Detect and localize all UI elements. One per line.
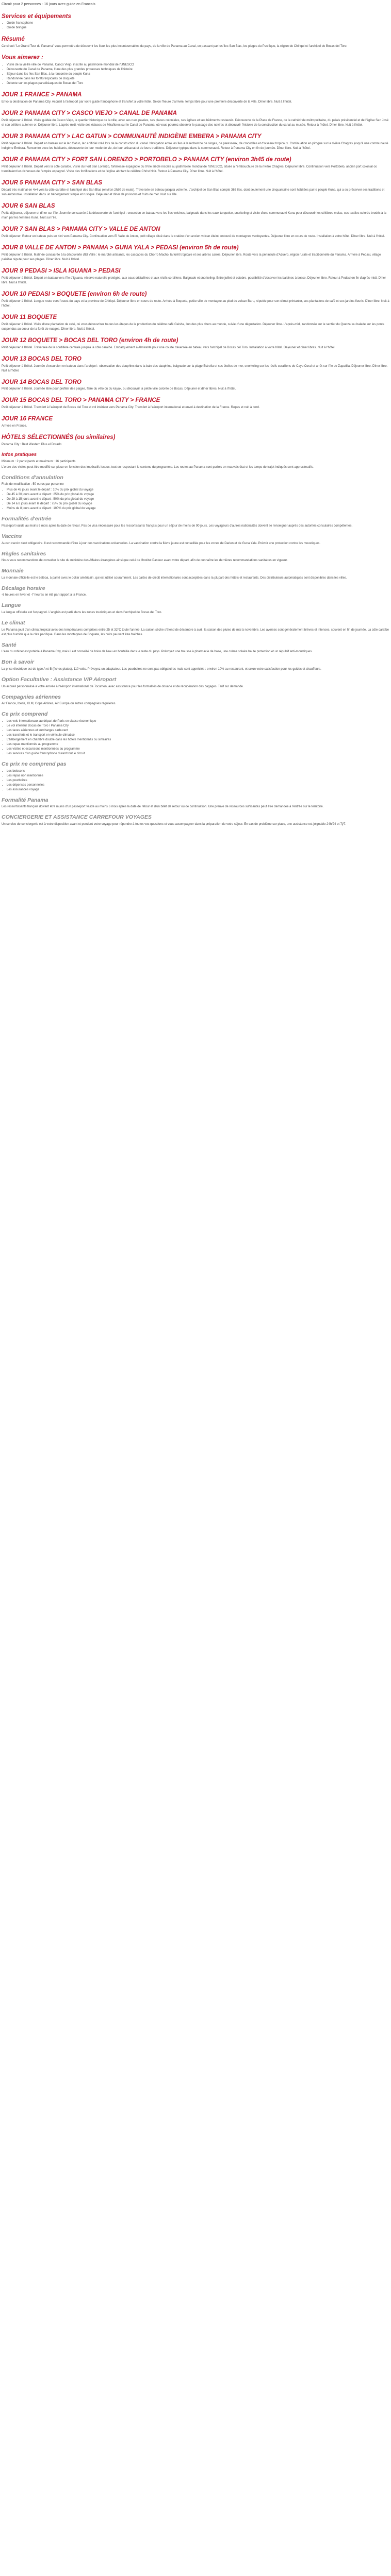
- list-item: • Les vols internationaux au départ de Paris en classe économique: [7, 719, 389, 724]
- list-item: • Les visites et excursions mentionnées au programme: [7, 747, 389, 752]
- info-heading: Ce prix ne comprend pas: [2, 760, 67, 767]
- list-item: • Plus de 45 jours avant le départ : 10% du prix global du voyage: [7, 488, 389, 493]
- list-item: • Guide francophone: [7, 21, 389, 26]
- list-item: • De 29 à 15 jours avant le départ : 50% du prix global du voyage: [7, 497, 389, 502]
- bullet-list: [7, 488, 389, 511]
- bullet-list: [7, 21, 389, 30]
- list-item: • De 14 à 8 jours avant le départ : 75% du prix global du voyage: [7, 502, 389, 506]
- section-heading: JOUR 6 SAN BLAS: [2, 203, 55, 209]
- list-item: • Visite de la vieille ville de Panama, Casco Viejo, inscrite au patrimoine mondial de l'UNESCO: [7, 63, 389, 67]
- paragraph: Air France, Iberia, KLM, Copa Airlines, Air Europa ou autres compagnies régulières.: [2, 702, 117, 706]
- paragraph: Petit déjeuner à l'hôtel. Longue route vers l'ouest du pays et la province de Chiriqui. Déjeuner libre en cours de route. Arrivée à Boquete, petite ville de montagne au pied du volcan Baru, réputée pour son climat printanier, ses plantations de café et ses jardins fleuris. Dîner libre. Nuit à l'hôtel.: [2, 299, 389, 308]
- paragraph: Petits déjeuner, déjeuner et dîner sur l'île. Journée consacrée à la découverte de l'archipel : excursion en bateau vers les îles voisines, baignade dans les eaux turquoise, snorkeling et visite d'une communauté Kuna pour découvrir les célèbres molas, ces textiles colorés brodés à la main par les femmes Kuna. Nuit sur l'île.: [2, 211, 386, 219]
- section-heading: JOUR 8 VALLE DE ANTON > PANAMA > GUNA YALA > PEDASI (environ 5h de route): [2, 244, 239, 251]
- list-item: • Le vol intérieur Bocas del Toro / Panama City: [7, 724, 389, 728]
- bullet-list: [7, 719, 389, 756]
- list-item: • Les assurances voyage: [7, 788, 389, 792]
- info-heading: Décalage horaire: [2, 585, 45, 591]
- paragraph: Frais de modification : 50 euros par personne: [2, 483, 64, 486]
- bullet-list: [7, 769, 389, 792]
- list-item: • Les pourboires: [7, 778, 389, 783]
- paragraph: L'ordre des visites peut être modifié sur place en fonction des impératifs locaux, tout en respectant le contenu du programme. Les routes au Panama sont parfois en mauvais état et les temps de trajet indiqués sont approximatifs.: [2, 465, 314, 469]
- list-item: • Randonnée dans les forêts tropicales de Boquete: [7, 77, 389, 81]
- paragraph: Un accueil personnalisé à votre arrivée à l'aéroport international de Tocumen, avec assistance pour les formalités de douane et de récupération des bagages. Tarif sur demande.: [2, 685, 244, 688]
- paragraph: La monnaie officielle est le balboa, à parité avec le dollar américain, qui est utilisé couramment. Les cartes de crédit internationales sont acceptées dans la plupart des hôtels et restaurants. Des distributeurs automatiques sont disponibles dans les villes.: [2, 576, 347, 580]
- paragraph: Départ très matinal en 4x4 vers la côte caraïbe et l'archipel des San Blas (environ 2h30 de route). Traversée en bateau jusqu'à votre île. L'archipel de San Blas compte 365 îles, dont seulement une cinquantaine sont habitées par le peuple Kuna, qui a su préserver ses traditions et son autonomie. Installation dans un hébergement simple et rustique. Déjeuner et dîner de poissons et fruits de mer. Nuit sur l'île.: [2, 189, 385, 196]
- info-heading: Règles sanitaires: [2, 550, 46, 557]
- info-subheading: Infos pratiques: [2, 452, 37, 458]
- section-heading: Vous aimerez :: [2, 55, 43, 61]
- paragraph: Nous vous recommandons de consulter le site du ministère des Affaires étrangères ainsi que celui de l'Institut Pasteur avant votre départ, afin de connaître les dernières recommandations sanitaires en vigueur.: [2, 559, 288, 563]
- info-heading: Langue: [2, 602, 21, 609]
- list-item: • Guide bilingue: [7, 26, 389, 30]
- section-heading: Services et équipements: [2, 13, 71, 20]
- paragraph: Petit déjeuner à l'hôtel. Départ en bateau sur le lac Gatun, lac artificiel créé lors de la construction du canal. Navigation entre les îles à la recherche de singes, de paresseux, de crocodiles et d'oiseaux tropicaux. Continuation en pirogue sur la rivière Chagres jusqu'à une communauté indigène Embera. Rencontre avec les habitants, découverte de leur mode de vie, de leur artisanat et de leurs traditions. Déjeuner typique dans la communauté. Retour à Panama City en fin de journée. Dîner libre. Nuit à l'hôtel.: [2, 142, 388, 150]
- list-item: • L'hébergement en chambre double dans les hôtels mentionnés ou similaires: [7, 738, 389, 742]
- info-heading: Bon à savoir: [2, 659, 35, 666]
- info-heading: Ce prix comprend: [2, 711, 48, 718]
- section-heading: JOUR 3 PANAMA CITY > LAC GATUN > COMMUNAUTÉ INDIGÈNE EMBERA > PANAMA CITY: [2, 133, 262, 140]
- list-item: • Les dépenses personnelles: [7, 783, 389, 788]
- info-heading: Formalités d'entrée: [2, 516, 52, 522]
- section-heading: JOUR 15 BOCAS DEL TORO > PANAMA CITY > FRANCE: [2, 397, 160, 404]
- paragraph: L'eau du robinet est potable à Panama City, mais il est conseillé de boire de l'eau en bouteille dans le reste du pays. Prévoyez une trousse à pharmacie de base, une crème solaire haute protection et un répulsif anti-moustiques.: [2, 650, 313, 654]
- paragraph: Aucun vaccin n'est obligatoire. Il est recommandé d'être à jour des vaccinations universelles. La vaccination contre la fièvre jaune est conseillée pour les zones de Darien et de Guna Yala. Prévoir une protection contre les moustiques.: [2, 541, 321, 545]
- list-item: • Détente sur les plages paradisiaques de Bocas del Toro: [7, 81, 389, 86]
- paragraph: Le Panama jouit d'un climat tropical avec des températures comprises entre 25 et 32°C toute l'année. La saison sèche s'étend de décembre à avril, la saison des pluies de mai à novembre. Les averses sont généralement brèves et intenses, souvent en fin de journée. La côte caraïbe est plus humide que la côte pacifique. Dans les montagnes de Boquete, les nuits peuvent être fraîches.: [2, 628, 389, 636]
- paragraph: Les ressortissants français doivent être munis d'un passeport valide au moins 6 mois après la date de retour et d'un billet de retour ou de continuation. Une preuve de ressources suffisantes peut être demandée à l'entrée sur le territoire.: [2, 805, 324, 809]
- section-heading: JOUR 13 BOCAS DEL TORO: [2, 355, 82, 362]
- paragraph: Arrivée en France.: [2, 425, 27, 428]
- paragraph: Petit déjeuner à l'hôtel. Traversée de la cordillère centrale jusqu'à la côte caraïbe. Embarquement à Almirante pour une courte traversée en bateau vers l'archipel de Bocas del Toro. Installation à votre hôtel. Déjeuner et dîner libres. Nuit à l'hôtel.: [2, 346, 336, 349]
- list-item: • Les repas mentionnés au programme: [7, 742, 389, 747]
- list-item: • Les taxes aériennes et surcharges carburant: [7, 728, 389, 733]
- paragraph: -6 heures en hiver et -7 heures en été par rapport à la France.: [2, 594, 87, 597]
- paragraph: Passeport valide au moins 6 mois après la date de retour. Pas de visa nécessaire pour les ressortissants français pour un séjour de moins de 90 jours. Les voyageurs d'autres nationalités doivent se renseigner auprès des autorités consulaires compétentes.: [2, 524, 353, 528]
- list-item: • Les services d'un guide francophone durant tout le circuit: [7, 752, 389, 756]
- section-heading: JOUR 10 PEDASI > BOQUETE (environ 6h de route): [2, 291, 147, 297]
- info-heading: Le climat: [2, 620, 25, 626]
- section-heading: JOUR 4 PANAMA CITY > FORT SAN LORENZO > PORTOBELO > PANAMA CITY (environ 3h45 de route): [2, 157, 291, 163]
- bullet-list: [7, 63, 389, 86]
- paragraph: Petit déjeuner à l'hôtel. Matinée consacrée à la découverte d'El Valle : le marché artisanal, les cascades du Chorro Macho, la forêt tropicale et ses arbres carrés. Déjeuner libre. Route vers la péninsule d'Azuero, région rurale et traditionnelle du Panama. Arrivée à Pedasi, village paisible réputé pour ses plages. Dîner libre. Nuit à l'hôtel.: [2, 253, 381, 261]
- intro-text: Circuit pour 2 personnes - 16 jours avec guide en Francais: [2, 3, 95, 6]
- section-heading: JOUR 5 PANAMA CITY > SAN BLAS: [2, 180, 102, 187]
- list-item: • Les transferts et le transport en véhicule climatisé: [7, 733, 389, 738]
- paragraph: La langue officielle est l'espagnol. L'anglais est parlé dans les zones touristiques et dans l'archipel de Bocas del Toro.: [2, 611, 162, 615]
- info-heading: Monnaie: [2, 568, 24, 574]
- section-heading: JOUR 1 FRANCE > PANAMA: [2, 92, 82, 98]
- info-heading: Vaccins: [2, 533, 22, 539]
- list-item: • Séjour dans les îles San Blas, à la rencontre du peuple Kuna: [7, 72, 389, 77]
- paragraph: Petit déjeuner à l'hôtel. Visite d'une plantation de café, où vous découvrirez toutes les étapes de la production du célèbre café Geisha, l'un des plus chers au monde, suivie d'une dégustation. Déjeuner libre. L'après-midi, randonnée sur le sentier du Quetzal ou balade sur les ponts suspendus au coeur de la forêt de nuages. Dîner libre. Nuit à l'hôtel.: [2, 323, 384, 331]
- section-heading: JOUR 12 BOQUETE > BOCAS DEL TORO (environ 4h de route): [2, 337, 178, 344]
- paragraph: Ce circuit "Le Grand Tour du Panama" vous permettra de découvrir les lieux les plus incontournables du pays, de la ville de Panama au Canal, en passant par les îles San Blas, les plages du Pacifique, la région de Chiriqui et l'archipel de Bocas del Toro.: [2, 45, 348, 48]
- document-page: [0, 0, 391, 827]
- paragraph: Petit déjeuner à l'hôtel. Départ vers la côte caraïbe. Visite du Fort San Lorenzo, forteresse espagnole du XVIe siècle inscrite au patrimoine mondial de l'UNESCO, située à l'embouchure de la rivière Chagres. Déjeuner libre. Continuation vers Portobelo, ancien port colonial où transitaient les richesses de l'empire espagnol. Visite des fortifications et de l'église abritant le célèbre Christ Noir. Retour à Panama City. Dîner libre. Nuit à l'hôtel.: [2, 165, 378, 174]
- list-item: • Moins de 8 jours avant le départ : 100% du prix global du voyage: [7, 506, 389, 511]
- paragraph: Petit déjeuner à l'hôtel. Départ en bateau vers l'île d'Iguana, réserve naturelle protégée, aux eaux cristallines et aux récifs coralliens. Baignade et snorkeling. Entre juillet et octobre, possibilité d'observer les baleines à bosse. Déjeuner libre. Retour à Pedasi en fin d'après-midi. Dîner libre. Nuit à l'hôtel.: [2, 276, 386, 284]
- info-heading: Santé: [2, 641, 17, 648]
- section-heading: JOUR 11 BOQUETE: [2, 314, 57, 320]
- section-heading: HÔTELS SÉLECTIONNÉS (ou similaires): [2, 434, 116, 441]
- info-heading: Option Facultative : Assistance VIP Aéroport: [2, 676, 117, 683]
- paragraph: Petit déjeuner. Retour en bateau puis en 4x4 vers Panama City. Continuation vers El Valle de Anton, petit village situé dans le cratère d'un ancien volcan éteint, entouré de montagnes verdoyantes. Déjeuner libre en cours de route. Installation à votre hôtel. Dîner libre. Nuit à l'hôtel.: [2, 234, 385, 238]
- document-content: [2, 13, 389, 827]
- section-heading: JOUR 16 FRANCE: [2, 416, 53, 422]
- paragraph: La prise électrique est de type A et B (fiches plates), 110 volts. Prévoyez un adaptateur. Les pourboires ne sont pas obligatoires mais sont appréciés : environ 10% au restaurant, et selon votre satisfaction pour les guides et chauffeurs.: [2, 668, 321, 671]
- section-heading: JOUR 9 PEDASI > ISLA IGUANA > PEDASI: [2, 267, 121, 274]
- info-heading: Compagnies aériennes: [2, 693, 61, 700]
- paragraph: Petit déjeuner à l'hôtel. Journée libre pour profiter des plages, faire du vélo ou du kayak, ou découvrir la petite ville colorée de Bocas. Déjeuner et dîner libres. Nuit à l'hôtel.: [2, 387, 236, 391]
- info-heading: Formalité Panama: [2, 796, 48, 803]
- paragraph: Un service de conciergerie est à votre disposition avant et pendant votre voyage pour répondre à toutes vos questions et vous accompagner dans la préparation de votre séjour. En cas de problème sur place, une assistance est joignable 24h/24 et 7j/7.: [2, 822, 347, 826]
- list-item: • Découverte du Canal de Panama, l'une des plus grandes prouesses techniques de l'histoire: [7, 67, 389, 72]
- info-heading: Conditions d'annulation: [2, 474, 63, 481]
- paragraph: Panama City : Best Western Plus el Dorado: [2, 443, 62, 447]
- paragraph: Minimum : 2 participants et maximum : 16 participants: [2, 460, 76, 463]
- list-item: • Les boissons: [7, 769, 389, 774]
- paragraph: Envol à destination de Panama City. Accueil à l'aéroport par votre guide francophone et transfert à votre hôtel. Selon l'heure d'arrivée, temps libre pour une première découverte de la ville. Dîner libre. Nuit à l'hôtel.: [2, 100, 292, 104]
- paragraph: Petit déjeuner à l'hôtel. Visite guidée du Casco Viejo, le quartier historique de la ville, avec ses rues pavées, ses places coloniales, ses églises et ses bâtiments restaurés. Découverte de la Place de France, de la cathédrale métropolitaine, du palais présidentiel et de l'église San José et son célèbre autel en or. Déjeuner libre. L'après-midi, visite des écluses de Miraflores sur le Canal de Panama, où vous pourrez observer le passage des navires et découvrir l'histoire de la construction du canal au musée. Retour à l'hôtel. Dîner libre. Nuit à l'hôtel.: [2, 119, 389, 127]
- paragraph: Petit déjeuner à l'hôtel. Journée d'excursion en bateau dans l'archipel : observation des dauphins dans la baie des dauphins, baignade sur la plage Estrella et ses étoiles de mer, snorkeling sur les récifs coralliens de Cayo Coral et arrêt sur l'île de Zapatilla. Déjeuner libre. Dîner libre. Nuit à l'hôtel.: [2, 364, 388, 372]
- list-item: • De 45 à 30 jours avant le départ : 25% du prix global du voyage: [7, 493, 389, 497]
- section-heading: JOUR 14 BOCAS DEL TORO: [2, 379, 82, 385]
- paragraph: Petit déjeuner à l'hôtel. Transfert à l'aéroport de Bocas del Toro et vol intérieur vers Panama City. Transfert à l'aéroport international et envol à destination de la France. Repas et nuit à bord.: [2, 406, 260, 410]
- list-item: • Les repas non mentionnés: [7, 774, 389, 778]
- section-heading: Résumé: [2, 36, 25, 43]
- info-heading: CONCIERGERIE ET ASSISTANCE CARREFOUR VOYAGES: [2, 814, 152, 821]
- section-heading: JOUR 2 PANAMA CITY > CASCO VIEJO > CANAL DE PANAMA: [2, 110, 177, 117]
- section-heading: JOUR 7 SAN BLAS > PANAMA CITY > VALLE DE ANTON: [2, 226, 160, 232]
